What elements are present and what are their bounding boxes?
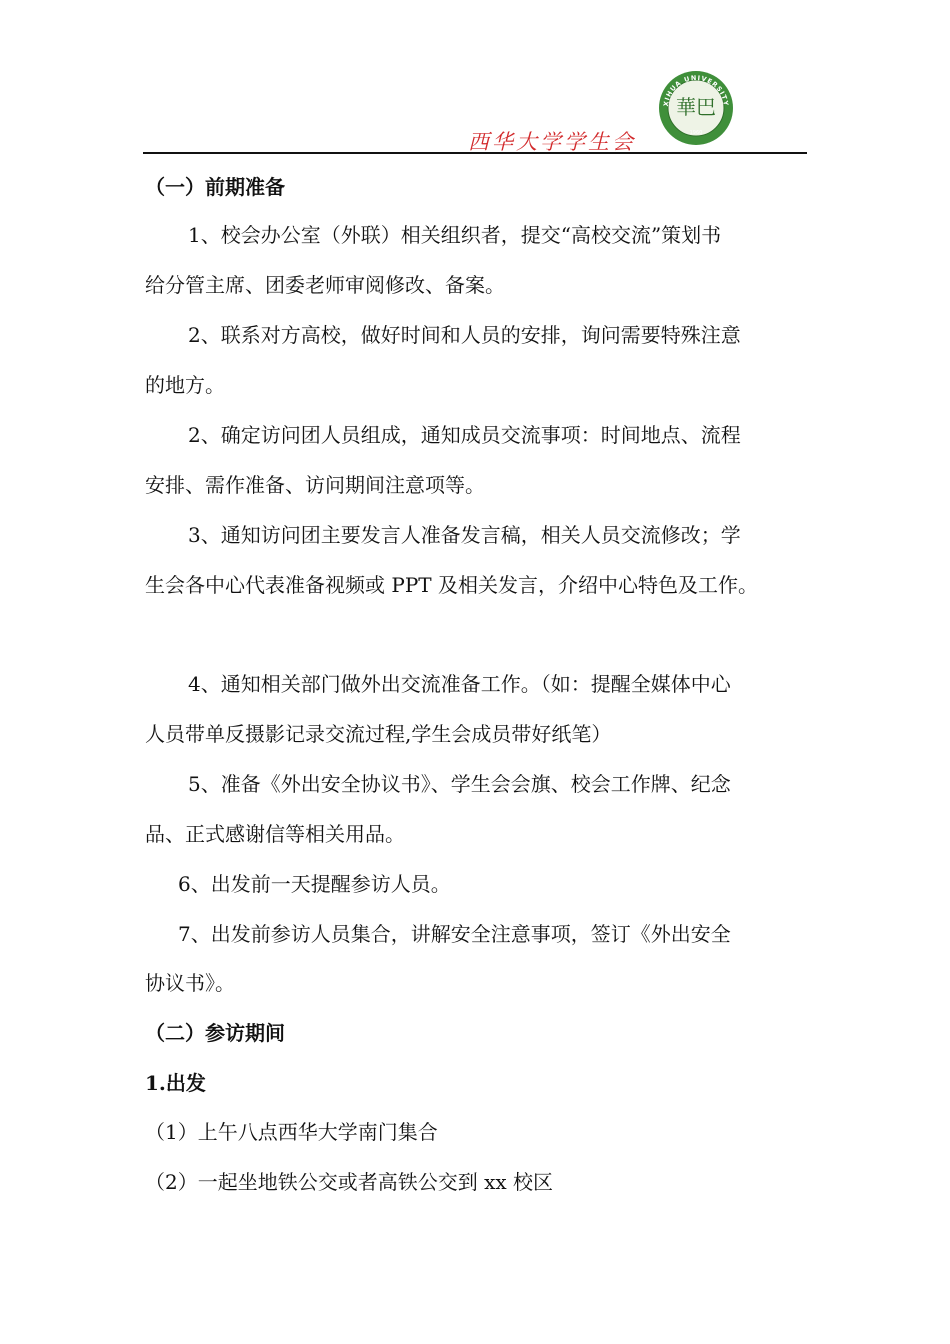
- paragraph-line: 6、出发前一天提醒参访人员。: [178, 872, 451, 896]
- header-divider: [143, 152, 807, 154]
- org-title: 西华大学学生会: [468, 130, 636, 154]
- subheading-departure: 1.出发: [145, 1071, 206, 1095]
- paragraph-line: 2、确定访问团人员组成，通知成员交流事项：时间地点、流程: [188, 423, 741, 447]
- paragraph-line: 给分管主席、团委老师审阅修改、备案。: [145, 273, 505, 297]
- paragraph-line: 的地方。: [145, 373, 225, 397]
- paragraph-line: 2、联系对方高校，做好时间和人员的安排，询问需要特殊注意: [188, 323, 741, 347]
- paragraph-line: 4、通知相关部门做外出交流准备工作。（如：提醒全媒体中心: [188, 672, 731, 696]
- svg-text:XIHUA UNIVERSITY: XIHUA UNIVERSITY: [661, 73, 731, 107]
- paragraph-line: 人员带单反摄影记录交流过程,学生会成员带好纸笔）: [145, 722, 612, 746]
- paragraph-line: 安排、需作准备、访问期间注意项等。: [145, 473, 485, 497]
- paragraph-line: 生会各中心代表准备视频或 PPT 及相关发言，介绍中心特色及工作。: [145, 573, 758, 597]
- paragraph-line: 品、正式感谢信等相关用品。: [145, 822, 405, 846]
- paragraph-line: 协议书》。: [145, 971, 235, 995]
- paragraph-line: 1、校会办公室（外联）相关组织者，提交“高校交流”策划书: [188, 223, 722, 247]
- section-heading-visit: （二）参访期间: [145, 1021, 285, 1045]
- university-logo: [658, 70, 734, 146]
- svg-text:華巴: 華巴: [676, 95, 716, 119]
- list-item: （1）上午八点西华大学南门集合: [145, 1120, 438, 1144]
- paragraph-line: 3、通知访问团主要发言人准备发言稿，相关人员交流修改；学: [188, 523, 741, 547]
- paragraph-line: 7、出发前参访人员集合，讲解安全注意事项，签订《外出安全: [178, 922, 731, 946]
- list-item: （2）一起坐地铁公交或者高铁公交到 xx 校区: [145, 1170, 553, 1194]
- paragraph-line: 5、准备《外出安全协议书》、学生会会旗、校会工作牌、纪念: [188, 772, 731, 796]
- svg-text:1960: 1960: [689, 130, 703, 136]
- section-heading-preparation: （一）前期准备: [145, 175, 285, 199]
